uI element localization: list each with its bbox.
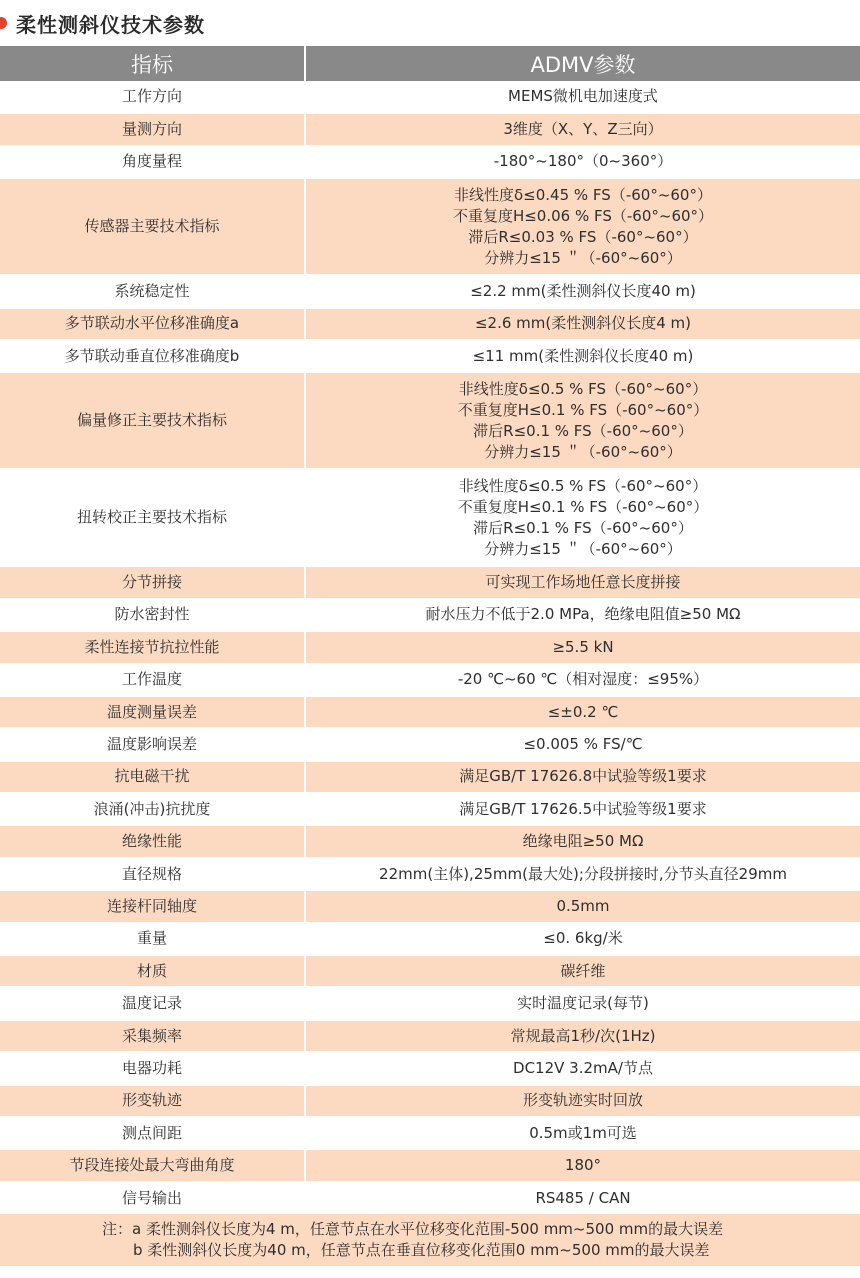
- value-line: ≥5.5 kN: [552, 637, 614, 656]
- row-label: 多节联动垂直位移准确度b: [0, 340, 305, 372]
- row-label: 抗电磁干扰: [0, 761, 305, 793]
- table-row: [0, 955, 860, 987]
- table-row: [0, 308, 860, 340]
- value-line: -180°~180°（0~360°）: [493, 152, 673, 171]
- table-row: [0, 987, 860, 1019]
- value-line: ≤±0.2 ℃: [547, 702, 619, 721]
- table-header-row: [0, 46, 860, 81]
- row-label: 绝缘性能: [0, 825, 305, 857]
- row-label: 温度测量误差: [0, 696, 305, 728]
- value-line: 不重复度H≤0.1 % FS（-60°~60°）: [457, 400, 709, 419]
- table-row: [0, 761, 860, 793]
- row-label: 采集频率: [0, 1020, 305, 1052]
- table-row: [0, 1182, 860, 1214]
- row-label: 连接杆同轴度: [0, 890, 305, 922]
- row-value: [305, 761, 860, 793]
- table-row: [0, 664, 860, 696]
- table-row: [0, 825, 860, 857]
- value-line: DC12V 3.2mA/节点: [513, 1058, 653, 1077]
- row-label: 重量: [0, 923, 305, 955]
- value-line: 滞后R≤0.1 % FS（-60°~60°）: [473, 518, 693, 537]
- row-label: 材质: [0, 955, 305, 987]
- row-label: 角度量程: [0, 146, 305, 178]
- row-label: 柔性连接节抗拉性能: [0, 631, 305, 663]
- table-row: [0, 1085, 860, 1117]
- row-value: [305, 1085, 860, 1117]
- row-value: [305, 1052, 860, 1084]
- header-indicator: 指标: [0, 46, 305, 81]
- page-title-text: 柔性测斜仪技术参数: [16, 12, 205, 37]
- bullet-dot-icon: [0, 17, 7, 29]
- table-row: [0, 1052, 860, 1084]
- row-label: 量测方向: [0, 113, 305, 145]
- table-row: [0, 1117, 860, 1149]
- row-value: [305, 566, 860, 598]
- value-line: 满足GB/T 17626.5中试验等级1要求: [459, 799, 707, 818]
- value-line: 滞后R≤0.03 % FS（-60°~60°）: [468, 227, 698, 246]
- value-line: 可实现工作场地任意长度拼接: [485, 573, 681, 592]
- row-value: [305, 469, 860, 566]
- value-line: 3维度（X、Y、Z三向）: [503, 120, 663, 139]
- row-label: 工作方向: [0, 81, 305, 113]
- row-value: [305, 728, 860, 760]
- value-line: 非线性度δ≤0.45 % FS（-60°~60°）: [454, 185, 712, 204]
- value-line: 分辨力≤15 ＂（-60°~60°）: [484, 539, 682, 558]
- row-value: [305, 631, 860, 663]
- row-value: [305, 955, 860, 987]
- note-cell: [0, 1214, 860, 1266]
- row-value: [305, 599, 860, 631]
- value-line: 耐水压力不低于2.0 MPa，绝缘电阻值≥50 MΩ: [425, 605, 741, 624]
- row-value: [305, 793, 860, 825]
- row-label: 传感器主要技术指标: [0, 178, 305, 275]
- note-row: [0, 1214, 860, 1266]
- row-label: 测点间距: [0, 1117, 305, 1149]
- value-line: MEMS微机电加速度式: [508, 87, 658, 106]
- row-value: [305, 1020, 860, 1052]
- value-line: RS485 / CAN: [535, 1188, 631, 1207]
- value-line: 分辨力≤15 ＂（-60°~60°）: [484, 442, 682, 461]
- row-value: [305, 923, 860, 955]
- row-label: 扭转校正主要技术指标: [0, 469, 305, 566]
- value-line: 碳纤维: [560, 961, 606, 980]
- value-line: 分辨力≤15 ＂（-60°~60°）: [484, 248, 682, 267]
- row-value: [305, 825, 860, 857]
- row-value: [305, 1149, 860, 1181]
- page-title: [0, 0, 860, 46]
- row-label: 温度记录: [0, 987, 305, 1019]
- value-line: 形变轨迹实时回放: [522, 1091, 643, 1110]
- table-row: [0, 372, 860, 469]
- value-line: 实时温度记录(每节): [517, 994, 649, 1013]
- table-row: [0, 631, 860, 663]
- table-row: [0, 178, 860, 275]
- row-label: 形变轨迹: [0, 1085, 305, 1117]
- row-value: [305, 1182, 860, 1214]
- table-row: [0, 599, 860, 631]
- spec-table-body: [0, 81, 860, 1214]
- row-value: [305, 696, 860, 728]
- row-value: [305, 275, 860, 307]
- value-line: ≤2.2 mm(柔性测斜仪长度40 m): [470, 281, 696, 300]
- value-line: 不重复度H≤0.06 % FS（-60°~60°）: [452, 206, 714, 225]
- value-line: 非线性度δ≤0.5 % FS（-60°~60°）: [458, 476, 708, 495]
- value-line: ≤0.005 % FS/℃: [523, 734, 643, 753]
- row-value: [305, 664, 860, 696]
- table-row: [0, 1149, 860, 1181]
- table-row: [0, 566, 860, 598]
- value-line: ≤11 mm(柔性测斜仪长度40 m): [472, 346, 694, 365]
- value-line: 非线性度δ≤0.5 % FS（-60°~60°）: [458, 379, 708, 398]
- value-line: ≤2.6 mm(柔性测斜仪长度4 m): [474, 314, 692, 333]
- value-line: 0.5m或1m可选: [529, 1123, 637, 1142]
- table-row: [0, 923, 860, 955]
- row-value: [305, 1117, 860, 1149]
- row-label: 浪涌(冲击)抗扰度: [0, 793, 305, 825]
- row-label: 分节拼接: [0, 566, 305, 598]
- row-value: [305, 113, 860, 145]
- row-value: [305, 308, 860, 340]
- value-line: 0.5mm: [556, 896, 610, 915]
- table-row: [0, 890, 860, 922]
- row-value: [305, 178, 860, 275]
- row-label: 防水密封性: [0, 599, 305, 631]
- table-row: [0, 469, 860, 566]
- value-line: 绝缘电阻≥50 MΩ: [522, 832, 644, 851]
- table-row: [0, 793, 860, 825]
- row-label: 偏量修正主要技术指标: [0, 372, 305, 469]
- row-value: [305, 340, 860, 372]
- value-line: 22mm(主体),25mm(最大处);分段拼接时,分节头直径29mm: [379, 864, 787, 883]
- row-label: 直径规格: [0, 858, 305, 890]
- row-label: 节段连接处最大弯曲角度: [0, 1149, 305, 1181]
- value-line: 常规最高1秒/次(1Hz): [510, 1026, 656, 1045]
- value-line: 滞后R≤0.1 % FS（-60°~60°）: [473, 421, 693, 440]
- note-line-a: 注：a 柔性测斜仪长度为4 m，任意节点在水平位移变化范围-500 mm~500 mm的最大误差: [102, 1220, 724, 1239]
- value-line: -20 ℃~60 ℃（相对湿度：≤95%）: [457, 670, 709, 689]
- row-value: [305, 81, 860, 113]
- row-value: [305, 987, 860, 1019]
- value-line: 满足GB/T 17626.8中试验等级1要求: [459, 767, 707, 786]
- header-parameter: ADMV参数: [305, 46, 860, 81]
- value-line: 180°: [564, 1156, 602, 1175]
- table-row: [0, 858, 860, 890]
- value-line: 不重复度H≤0.1 % FS（-60°~60°）: [457, 497, 709, 516]
- table-row: [0, 275, 860, 307]
- table-row: [0, 146, 860, 178]
- row-label: 系统稳定性: [0, 275, 305, 307]
- spec-table: [0, 46, 860, 1266]
- table-row: [0, 696, 860, 728]
- table-row: [0, 113, 860, 145]
- row-value: [305, 890, 860, 922]
- table-row: [0, 340, 860, 372]
- row-value: [305, 146, 860, 178]
- row-value: [305, 858, 860, 890]
- table-row: [0, 1020, 860, 1052]
- table-row: [0, 728, 860, 760]
- table-row: [0, 81, 860, 113]
- note-line-b: b 柔性测斜仪长度为40 m，任意节点在垂直位移变化范围0 mm~500 mm的最大误差: [133, 1241, 710, 1260]
- row-label: 多节联动水平位移准确度a: [0, 308, 305, 340]
- row-label: 电器功耗: [0, 1052, 305, 1084]
- row-value: [305, 372, 860, 469]
- value-line: ≤0. 6kg/米: [543, 929, 623, 948]
- row-label: 信号输出: [0, 1182, 305, 1214]
- row-label: 工作温度: [0, 664, 305, 696]
- row-label: 温度影响误差: [0, 728, 305, 760]
